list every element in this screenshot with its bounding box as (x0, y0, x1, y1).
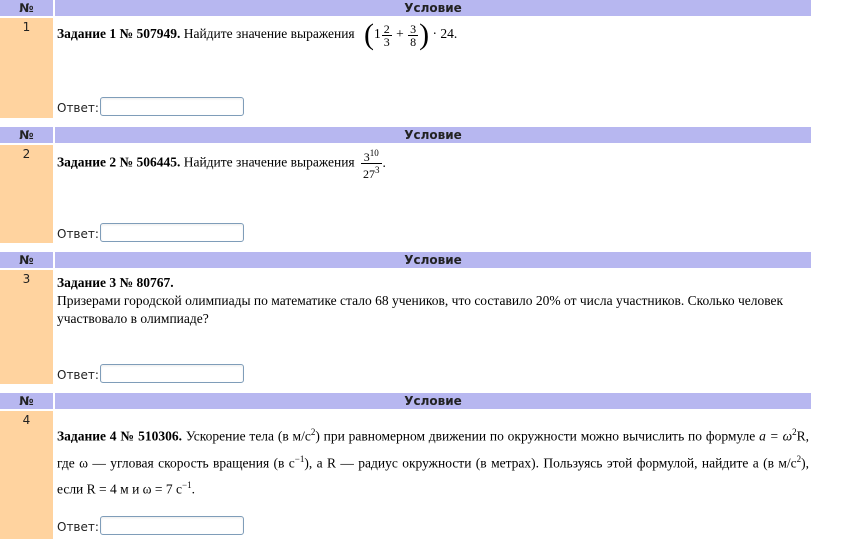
task-body (57, 20, 809, 50)
task-header (0, 393, 811, 409)
task-title: Задание 1 № 507949. (57, 26, 181, 42)
header-condition: Условие (55, 252, 811, 268)
task-text: Призерами городской олимпиады по математике стало 68 учеников, что составило 20% от числа участников. Сколько человек участвовало в олимпиаде? (57, 293, 784, 326)
header-num: № (0, 127, 53, 143)
answer-label: Ответ: (57, 227, 99, 241)
task-text: Найдите значение выражения (183, 26, 355, 42)
task-block-3 (0, 252, 811, 388)
task-number-label: 3 (22, 272, 31, 286)
task-title: Задание 4 № 510306. (57, 428, 183, 444)
task-header (0, 127, 811, 143)
answer-label: Ответ: (57, 101, 99, 115)
answer-label: Ответ: (57, 520, 99, 534)
header-num: № (0, 252, 53, 268)
answer-row (57, 368, 99, 382)
task-number (0, 411, 53, 539)
header-condition: Условие (55, 127, 811, 143)
task-block-1 (0, 0, 811, 122)
answer-label: Ответ: (57, 368, 99, 382)
header-condition: Условие (55, 393, 811, 409)
task-title: Задание 3 № 80767. (57, 275, 174, 290)
task-body (57, 274, 809, 328)
task-title: Задание 2 № 506445. (57, 154, 181, 170)
task-number (0, 18, 53, 118)
header-condition: Условие (55, 0, 811, 16)
math-expression: (1 $\frac{2}{3}$ + $\frac{3}{8}$ ) · 24. (364, 18, 458, 51)
answer-row (57, 227, 99, 241)
task-number (0, 270, 53, 384)
math-expression: $\frac{3^{10}}{27^3}$ . (363, 148, 386, 181)
task-number-label: 4 (22, 413, 31, 427)
task-body: Задание 4 № 510306. Ускорение тела (в $м/с^2$) при равномерном движении по окружности можно вычислить по формуле $a = \omega^2R$, где ω — угловая скорость вращения (в $с^{-1}$), а R — радиус окружности (в метрах). Пользуясь этой формулой, найдите a (в $м/с^2$), если R = 4 м и ω = 7 $с^{-1}$. (57, 427, 810, 497)
answer-input[interactable] (100, 516, 244, 535)
task-text: Найдите значение выражения (183, 154, 355, 170)
header-num: № (0, 0, 53, 16)
header-num: № (0, 393, 53, 409)
answer-row (57, 101, 99, 115)
task-block-4 (0, 393, 811, 543)
task-number-label: 2 (22, 147, 31, 161)
task-header (0, 0, 811, 16)
task-number (0, 145, 53, 243)
answer-row (57, 520, 99, 534)
task-body (57, 147, 809, 180)
answer-input[interactable] (100, 223, 244, 242)
task-number-label: 1 (22, 20, 31, 34)
answer-input[interactable] (100, 364, 244, 383)
task-header (0, 252, 811, 268)
answer-input[interactable] (100, 97, 244, 116)
task-block-2 (0, 127, 811, 247)
